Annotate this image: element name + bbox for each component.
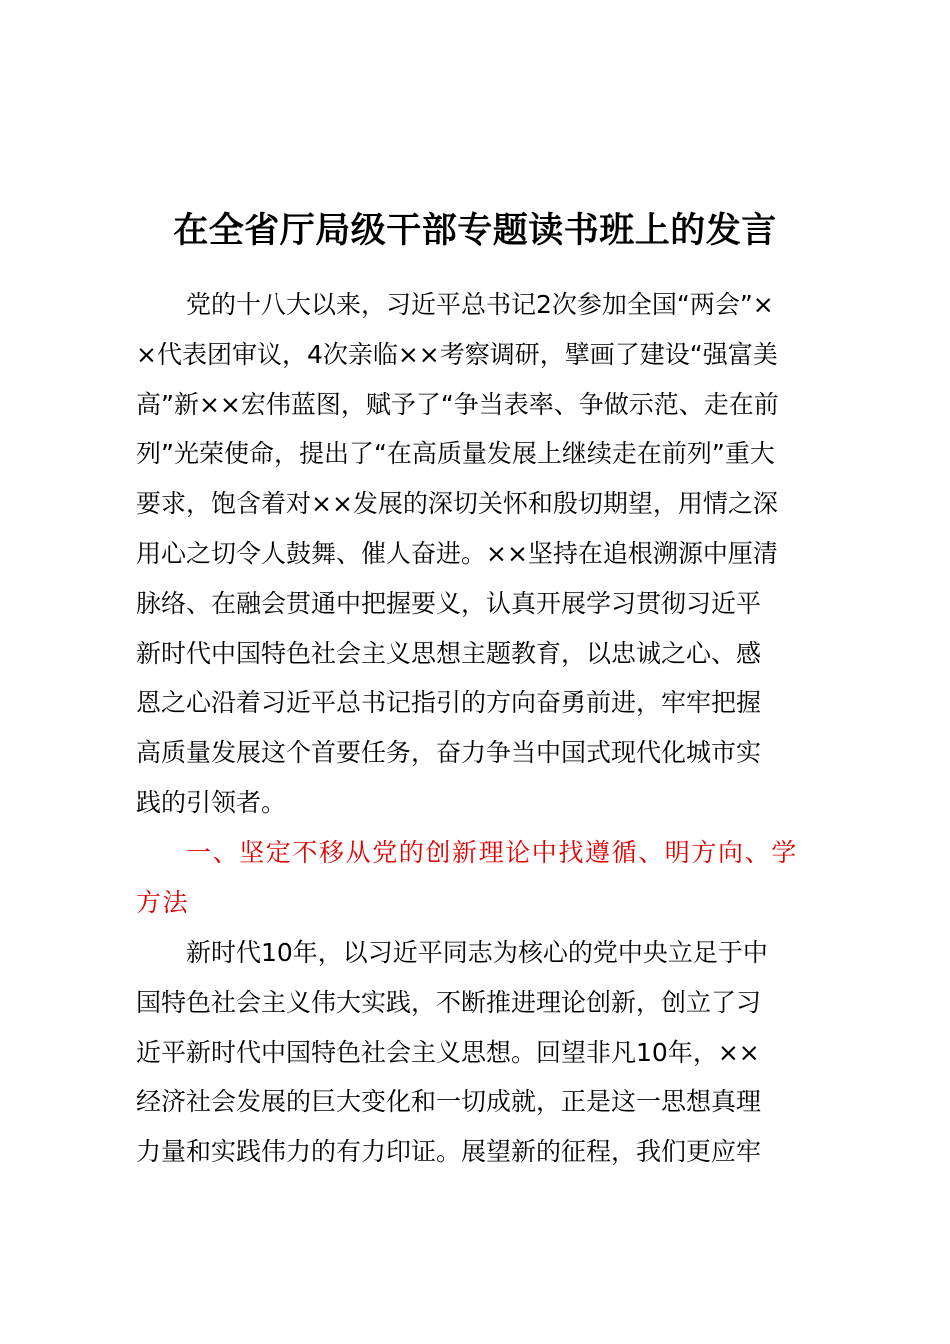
paragraph-line: 新时代中国特色社会主义思想主题教育，以忠诚之心、感 bbox=[136, 638, 762, 668]
paragraph-line: 要求，饱含着对××发展的深切关怀和殷切期望，用情之深 bbox=[136, 489, 778, 519]
paragraph-line: ×代表团审议，4次亲临××考察调研，擘画了建设“强富美 bbox=[136, 339, 778, 369]
paragraph-line: 新时代10年，以习近平同志为核心的党中央立足于中 bbox=[186, 938, 768, 967]
paragraph-line: 高”新××宏伟蓝图，赋予了“争当表率、争做示范、走在前 bbox=[136, 389, 779, 419]
paragraph-line: 力量和实践伟力的有力印证。展望新的征程，我们更应牢 bbox=[136, 1137, 762, 1167]
paragraph-1 bbox=[136, 280, 836, 828]
heading-line: 一、坚定不移从党的创新理论中找遵循、明方向、学 bbox=[186, 838, 798, 867]
section-heading-1 bbox=[136, 828, 836, 928]
paragraph-line: 高质量发展这个首要任务，奋力争当中国式现代化城市实 bbox=[136, 738, 762, 768]
paragraph-line: 恩之心沿着习近平总书记指引的方向奋勇前进，牢牢把握 bbox=[136, 688, 762, 718]
paragraph-line: 用心之切令人鼓舞、催人奋进。××坚持在追根溯源中厘清 bbox=[136, 538, 778, 568]
heading-line: 方法 bbox=[136, 887, 190, 917]
document-title: 在全省厅局级干部专题读书班上的发言 bbox=[173, 211, 777, 251]
paragraph-line: 党的十八大以来，习近平总书记2次参加全国“两会”× bbox=[186, 290, 774, 319]
paragraph-line: 近平新时代中国特色社会主义思想。回望非凡10年，×× bbox=[136, 1037, 760, 1067]
paragraph-line: 践的引领者。 bbox=[136, 787, 287, 817]
paragraph-line: 经济社会发展的巨大变化和一切成就，正是这一思想真理 bbox=[136, 1087, 762, 1117]
paragraph-2 bbox=[136, 928, 836, 1177]
paragraph-line: 国特色社会主义伟大实践，不断推进理论创新，创立了习 bbox=[136, 987, 762, 1017]
paragraph-line: 列”光荣使命，提出了“在高质量发展上继续走在前列”重大 bbox=[136, 439, 775, 469]
paragraph-line: 脉络、在融会贯通中把握要义，认真开展学习贯彻习近平 bbox=[136, 588, 762, 618]
